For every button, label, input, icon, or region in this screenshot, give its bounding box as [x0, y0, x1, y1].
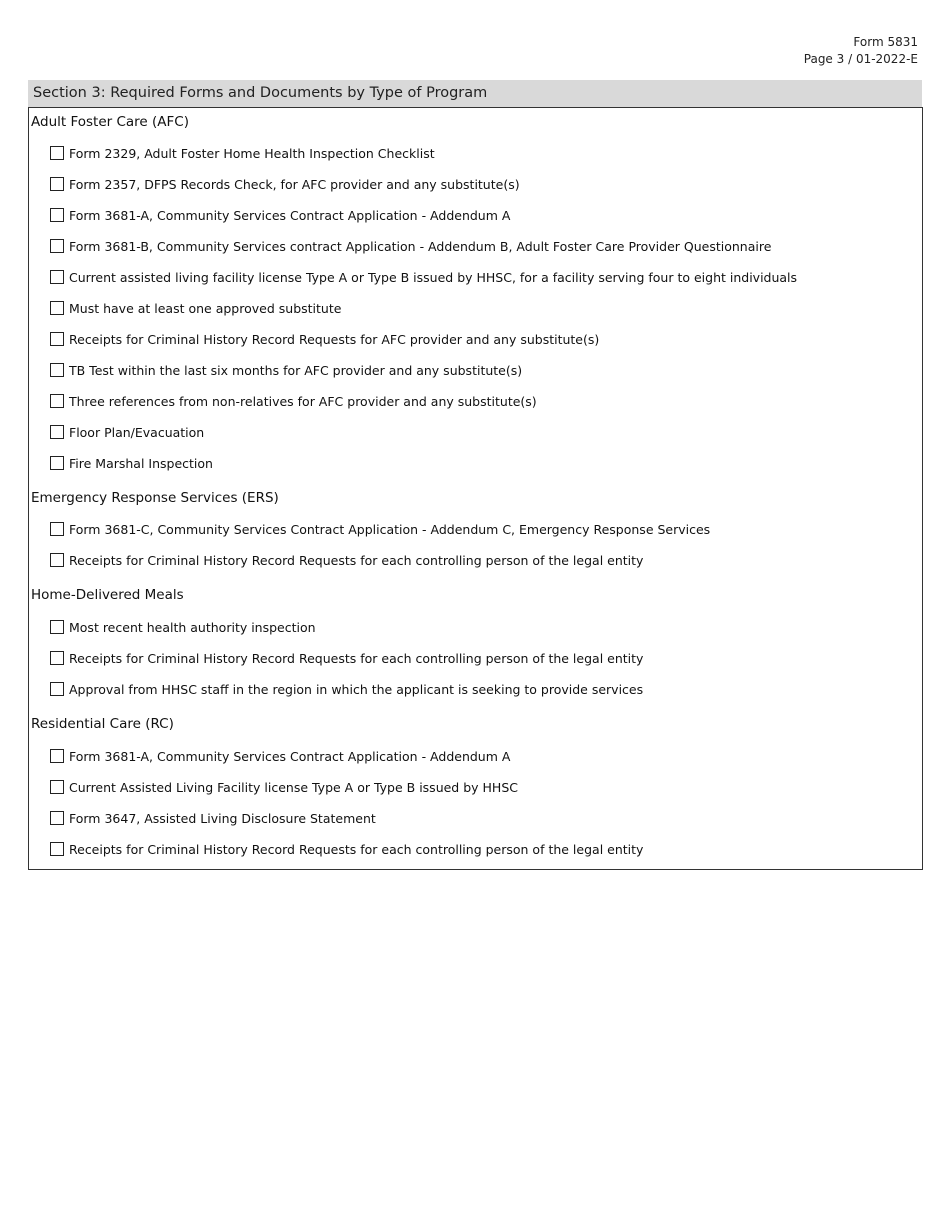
form-number: Form 5831	[853, 35, 918, 49]
checklist-item[interactable]	[50, 618, 316, 636]
item-label: Most recent health authority inspection	[69, 619, 316, 635]
item-label: Form 2329, Adult Foster Home Health Inspection Checklist	[69, 145, 435, 161]
checklist-item[interactable]	[50, 299, 341, 317]
group-title-rc: Residential Care (RC)	[31, 716, 174, 732]
checklist-item[interactable]	[50, 392, 537, 410]
checklist-item[interactable]	[50, 809, 376, 827]
checkbox[interactable]	[50, 208, 64, 222]
checklist-item[interactable]	[50, 649, 643, 667]
checklist-box	[28, 107, 923, 870]
checklist-item[interactable]	[50, 361, 522, 379]
item-label: Floor Plan/Evacuation	[69, 424, 205, 440]
checkbox[interactable]	[50, 332, 64, 346]
checklist-item[interactable]	[50, 840, 643, 858]
item-label: Form 3647, Assisted Living Disclosure Statement	[69, 810, 376, 826]
section-label: Section 3:	[33, 85, 106, 101]
checklist-item[interactable]	[50, 520, 710, 538]
item-label: Receipts for Criminal History Record Requests for AFC provider and any substitute(s)	[69, 331, 600, 347]
group-title-afc: Adult Foster Care (AFC)	[31, 114, 189, 130]
checklist-item[interactable]	[50, 423, 204, 441]
group-title-ers: Emergency Response Services (ERS)	[31, 490, 279, 506]
checkbox[interactable]	[50, 394, 64, 408]
checklist-item[interactable]	[50, 144, 435, 162]
checkbox[interactable]	[50, 811, 64, 825]
checkbox[interactable]	[50, 301, 64, 315]
checklist-item[interactable]	[50, 778, 518, 796]
checklist-item[interactable]	[50, 454, 213, 472]
checklist-item[interactable]	[50, 206, 510, 224]
checkbox[interactable]	[50, 270, 64, 284]
checklist-item[interactable]	[50, 268, 797, 286]
checkbox[interactable]	[50, 682, 64, 696]
checkbox[interactable]	[50, 842, 64, 856]
checkbox[interactable]	[50, 425, 64, 439]
group-title-hdm: Home-Delivered Meals	[31, 587, 184, 603]
item-label: Receipts for Criminal History Record Requests for each controlling person of the legal entity	[69, 841, 644, 857]
item-label: Current Assisted Living Facility license Type A or Type B issued by HHSC	[69, 779, 518, 795]
checklist-item[interactable]	[50, 237, 771, 255]
item-label: Form 3681-A, Community Services Contract Application - Addendum A	[69, 207, 511, 223]
item-label: Must have at least one approved substitute	[69, 300, 342, 316]
item-label: Form 3681-B, Community Services contract Application - Addendum B, Adult Foster Care Provider Questionnaire	[69, 238, 772, 254]
item-label: Form 3681-C, Community Services Contract Application - Addendum C, Emergency Response Services	[69, 521, 711, 537]
checkbox[interactable]	[50, 239, 64, 253]
page-info: Page 3 / 01-2022-E	[803, 52, 918, 66]
item-label: Receipts for Criminal History Record Requests for each controlling person of the legal entity	[69, 552, 644, 568]
item-label: TB Test within the last six months for AFC provider and any substitute(s)	[69, 362, 523, 378]
checkbox[interactable]	[50, 620, 64, 634]
item-label: Receipts for Criminal History Record Requests for each controlling person of the legal entity	[69, 650, 644, 666]
item-label: Form 2357, DFPS Records Check, for AFC provider and any substitute(s)	[69, 176, 520, 192]
checkbox[interactable]	[50, 522, 64, 536]
checklist-item[interactable]	[50, 747, 510, 765]
checklist-item[interactable]	[50, 175, 520, 193]
checklist-item[interactable]	[50, 330, 599, 348]
item-label: Three references from non-relatives for AFC provider and any substitute(s)	[69, 393, 537, 409]
section-header	[28, 80, 922, 107]
item-label: Fire Marshal Inspection	[69, 455, 213, 471]
checklist-item[interactable]	[50, 551, 643, 569]
checkbox[interactable]	[50, 780, 64, 794]
checkbox[interactable]	[50, 456, 64, 470]
checkbox[interactable]	[50, 651, 64, 665]
item-label: Approval from HHSC staff in the region in which the applicant is seeking to provide services	[69, 681, 644, 697]
checkbox[interactable]	[50, 553, 64, 567]
checkbox[interactable]	[50, 177, 64, 191]
checkbox[interactable]	[50, 363, 64, 377]
checkbox[interactable]	[50, 146, 64, 160]
section-title: Required Forms and Documents by Type of Program	[110, 85, 488, 101]
item-label: Form 3681-A, Community Services Contract Application - Addendum A	[69, 748, 511, 764]
checklist-item[interactable]	[50, 680, 643, 698]
item-label: Current assisted living facility license Type A or Type B issued by HHSC, for a facility serving four to eight individuals	[69, 269, 798, 285]
form-meta	[804, 34, 918, 68]
checkbox[interactable]	[50, 749, 64, 763]
